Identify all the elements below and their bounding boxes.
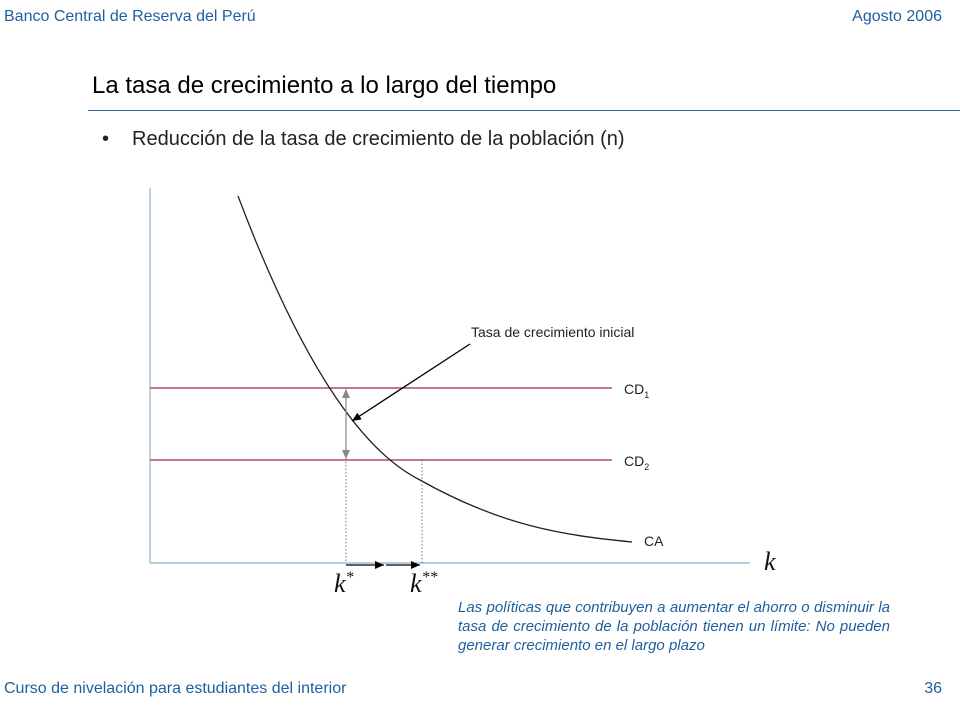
cd1-label-sub: 1 — [644, 390, 650, 400]
page-number: 36 — [924, 680, 942, 697]
bullet-marker: • — [102, 128, 110, 150]
annotation-pointer — [352, 344, 470, 421]
bullet-text: Reducción de la tasa de crecimiento de la población (n) — [132, 128, 625, 150]
kstar-label — [334, 569, 354, 598]
x-axis-label: k — [764, 547, 776, 576]
kstar-sup: * — [345, 569, 354, 586]
annotation-label: Tasa de crecimiento inicial — [471, 324, 635, 340]
ca-label: CA — [644, 533, 664, 549]
cd2-label-sub: 2 — [644, 462, 650, 472]
footer-left: Curso de nivelación para estudiantes del interior — [4, 680, 347, 697]
header-right: Agosto 2006 — [852, 8, 942, 25]
kstar-base: k — [334, 569, 346, 598]
kstarstar-sup: ** — [421, 569, 438, 586]
cd1-label — [624, 381, 649, 400]
cd2-label — [624, 453, 649, 472]
kstarstar-base: k — [410, 569, 422, 598]
cd1-label-base: CD — [624, 381, 645, 397]
shift-arrow-bottom-head — [342, 450, 350, 459]
kstarstar-label — [410, 569, 438, 598]
policy-note: Las políticas que contribuyen a aumentar el ahorro o disminuir la tasa de crecimiento de la población tienen un límite: No pueden generar crecimiento en el largo plazo — [458, 599, 890, 654]
header-left: Banco Central de Reserva del Perú — [4, 8, 256, 25]
cd2-label-base: CD — [624, 453, 645, 469]
slide-title: La tasa de crecimiento a lo largo del tiempo — [92, 72, 557, 99]
shift-arrow-top-head — [342, 389, 350, 398]
